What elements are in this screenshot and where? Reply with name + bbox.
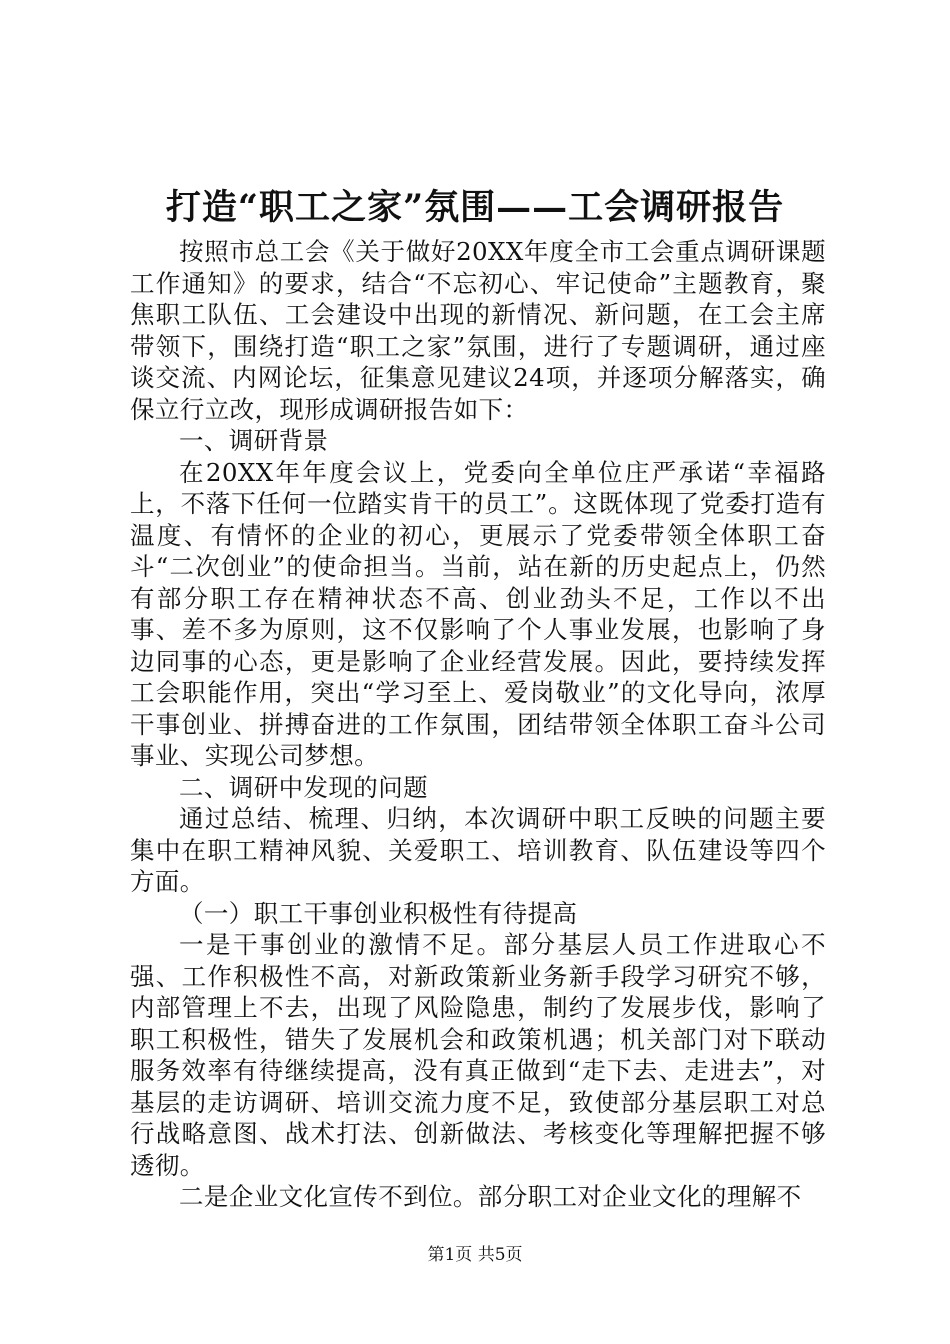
document-title: 打造“职工之家”氛围——工会调研报告 bbox=[165, 187, 785, 228]
page-number-footer: 第1页 共5页 bbox=[427, 1245, 523, 1265]
document-body bbox=[130, 236, 826, 1213]
intro-paragraph: 按照市总工会《关于做好20XX年度全市工会重点调研课题工作通知》的要求，结合“不忘初心、牢记使命”主题教育，聚焦职工队伍、工会建设中出现的新情况、新问题，在工会主席带领下，围绕打造“职工之家”氛围，进行了专题调研，通过座谈交流、内网论坛，征集意见建议24项，并逐项分解落实，确保立行立改，现形成调研报告如下： bbox=[130, 237, 826, 424]
subsection-heading-enthusiasm: （一）职工干事创业积极性有待提高 bbox=[179, 898, 578, 928]
section-heading-background: 一、调研背景 bbox=[179, 426, 329, 455]
background-paragraph: 在20XX年年度会议上，党委向全单位庄严承诺“幸福路上，不落下任何一位踏实肯干的员工”。这既体现了党委打造有温度、有情怀的企业的初心，更展示了党委带领全体职工奋斗“二次创业”的使命担当。当前，站在新的历史起点上，仍然有部分职工存在精神状态不高、创业劲头不足，工作以不出事、差不多为原则，这不仅影响了个人事业发展，也影响了身边同事的心态，更是影响了企业经营发展。因此，要持续发挥工会职能作用，突出“学习至上、爱岗敬业”的文化导向，浓厚干事创业、拼搏奋进的工作氛围，团结带领全体职工奋斗公司事业、实现公司梦想。 bbox=[130, 457, 826, 770]
section-heading-problems: 二、调研中发现的问题 bbox=[179, 772, 428, 802]
enthusiasm-paragraph: 一是干事创业的激情不足。部分基层人员工作进取心不强、工作积极性不高，对新政策新业务新手段学习研究不够，内部管理上不去，出现了风险隐患，制约了发展步伐，影响了职工积极性，错失了发展机会和政策机遇；机关部门对下联动服务效率有待继续提高，没有真正做到“走下去、走进去”，对基层的走访调研、培训交流力度不足，致使部分基层职工对总行战略意图、战术打法、创新做法、考核变化等理解把握不够透彻。 bbox=[130, 930, 826, 1180]
culture-paragraph: 二是企业文化宣传不到位。部分职工对企业文化的理解不 bbox=[179, 1182, 802, 1211]
problems-summary-paragraph: 通过总结、梳理、归纳，本次调研中职工反映的问题主要集中在职工精神风貌、关爱职工、培训教育、队伍建设等四个方面。 bbox=[130, 804, 826, 896]
